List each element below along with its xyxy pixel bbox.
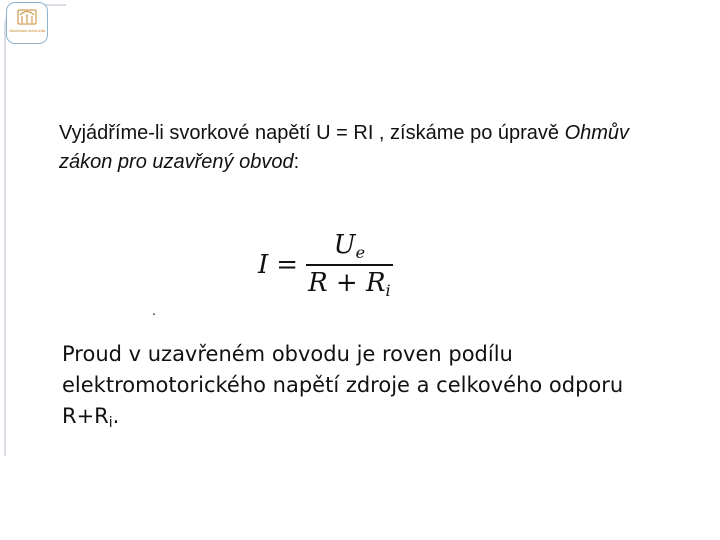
statement-subscript: i — [108, 415, 113, 431]
statement-end: . — [112, 404, 120, 428]
law-statement — [62, 339, 662, 439]
slide-corner-bracket — [4, 4, 66, 456]
intro-paragraph — [59, 119, 659, 177]
logo-caption: Jihočeská univerzita — [8, 28, 46, 33]
intro-colon: : — [293, 151, 300, 173]
ohms-law-formula — [258, 228, 393, 302]
intro-text: Vyjádříme-li svorkové napětí U = RI , získáme po úpravě — [59, 122, 565, 144]
numerator-symbol: U — [333, 230, 356, 261]
denominator-subscript: i — [385, 280, 391, 300]
formula-numerator — [330, 230, 369, 264]
formula-fraction — [306, 230, 393, 300]
numerator-subscript: e — [355, 243, 366, 263]
statement-text: Proud v uzavřeném obvodu je roven podílu elektromotorického napětí zdroje a celkového odporu R+R — [62, 342, 624, 428]
formula-denominator — [306, 266, 393, 300]
denominator-symbols: R + R — [308, 267, 386, 298]
law-name: Ohmův zákon pro uzavřený obvod — [59, 122, 630, 173]
university-logo — [6, 2, 48, 44]
formula-lhs: I — [258, 250, 269, 280]
formula-equals: = — [276, 250, 299, 280]
university-logo-icon — [7, 3, 47, 43]
separator-dot: . — [152, 302, 156, 318]
